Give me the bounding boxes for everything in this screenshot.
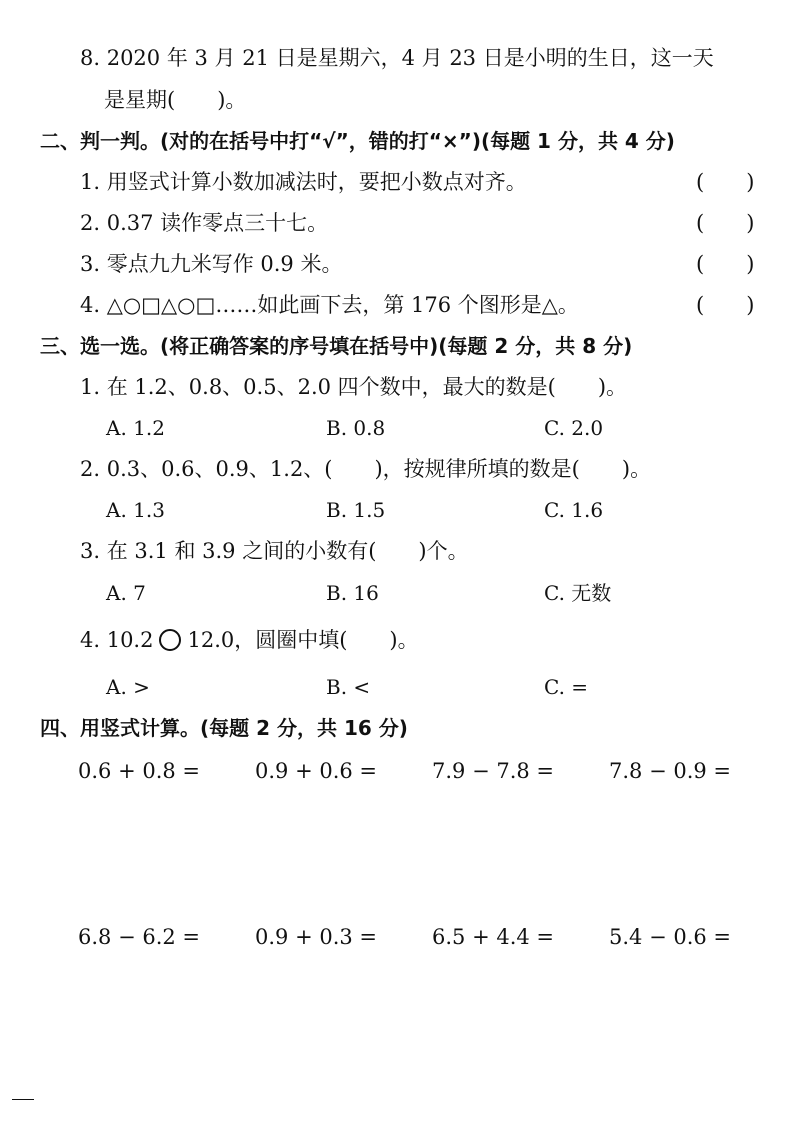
calc-problem-3: 7.9 − 7.8 = [432, 759, 555, 783]
section-4-title: 四、用竖式计算。(每题 2 分，共 16 分) [40, 716, 408, 740]
section-3-title: 三、选一选。(将正确答案的序号填在括号中)(每题 2 分，共 8 分) [40, 334, 633, 358]
choice-q1-option-c[interactable]: C. 2.0 [544, 416, 604, 440]
page-corner-rule [12, 1099, 34, 1100]
choice-q4-right-text: 12.0，圆圈中填( )。 [187, 628, 419, 652]
calc-problem-5: 6.8 − 6.2 = [78, 925, 201, 949]
choice-q1-option-b[interactable]: B. 0.8 [326, 416, 386, 440]
q8-line2: 是星期( )。 [104, 88, 247, 112]
choice-q1-option-a[interactable]: A. 1.2 [106, 416, 165, 440]
choice-q3-option-b[interactable]: B. 16 [326, 581, 379, 605]
compare-circle-icon[interactable] [159, 629, 181, 651]
judge-answer-box-4[interactable]: ( ) [696, 293, 755, 317]
calc-problem-4: 7.8 − 0.9 = [609, 759, 732, 783]
judge-item-4: 4. △○□△○□……如此画下去，第 176 个图形是△。 [80, 293, 579, 317]
judge-item-1: 1. 用竖式计算小数加减法时，要把小数点对齐。 [80, 170, 527, 194]
section-2-title: 二、判一判。(对的在括号中打“√”，错的打“×”)(每题 1 分，共 4 分) [40, 129, 675, 153]
judge-item-2: 2. 0.37 读作零点三十七。 [80, 211, 329, 235]
choice-q4-left-number: 4. 10.2 [80, 628, 154, 652]
choice-q4-option-b[interactable]: B. < [326, 675, 371, 699]
calc-problem-1: 0.6 + 0.8 = [78, 759, 201, 783]
choice-q2-option-c[interactable]: C. 1.6 [544, 498, 604, 522]
choice-q3-stem: 3. 在 3.1 和 3.9 之间的小数有( )个。 [80, 539, 469, 563]
calc-problem-6: 0.9 + 0.3 = [255, 925, 378, 949]
choice-q4-option-c[interactable]: C. = [544, 675, 589, 699]
choice-q2-stem: 2. 0.3、0.6、0.9、1.2、( )，按规律所填的数是( )。 [80, 457, 652, 481]
choice-q2-option-a[interactable]: A. 1.3 [106, 498, 165, 522]
calc-problem-8: 5.4 − 0.6 = [609, 925, 732, 949]
choice-q3-option-a[interactable]: A. 7 [106, 581, 146, 605]
judge-answer-box-1[interactable]: ( ) [696, 170, 755, 194]
choice-q2-option-b[interactable]: B. 1.5 [326, 498, 386, 522]
choice-q4-stem [80, 626, 419, 654]
choice-q1-stem: 1. 在 1.2、0.8、0.5、2.0 四个数中，最大的数是( )。 [80, 375, 628, 399]
choice-q3-option-c[interactable]: C. 无数 [544, 581, 612, 605]
calc-problem-2: 0.9 + 0.6 = [255, 759, 378, 783]
judge-item-3: 3. 零点九九米写作 0.9 米。 [80, 252, 343, 276]
calc-problem-7: 6.5 + 4.4 = [432, 925, 555, 949]
judge-answer-box-3[interactable]: ( ) [696, 252, 755, 276]
choice-q4-option-a[interactable]: A. > [106, 675, 150, 699]
judge-answer-box-2[interactable]: ( ) [696, 211, 755, 235]
q8-line1: 8. 2020 年 3 月 21 日是星期六，4 月 23 日是小明的生日，这一天 [80, 46, 714, 70]
